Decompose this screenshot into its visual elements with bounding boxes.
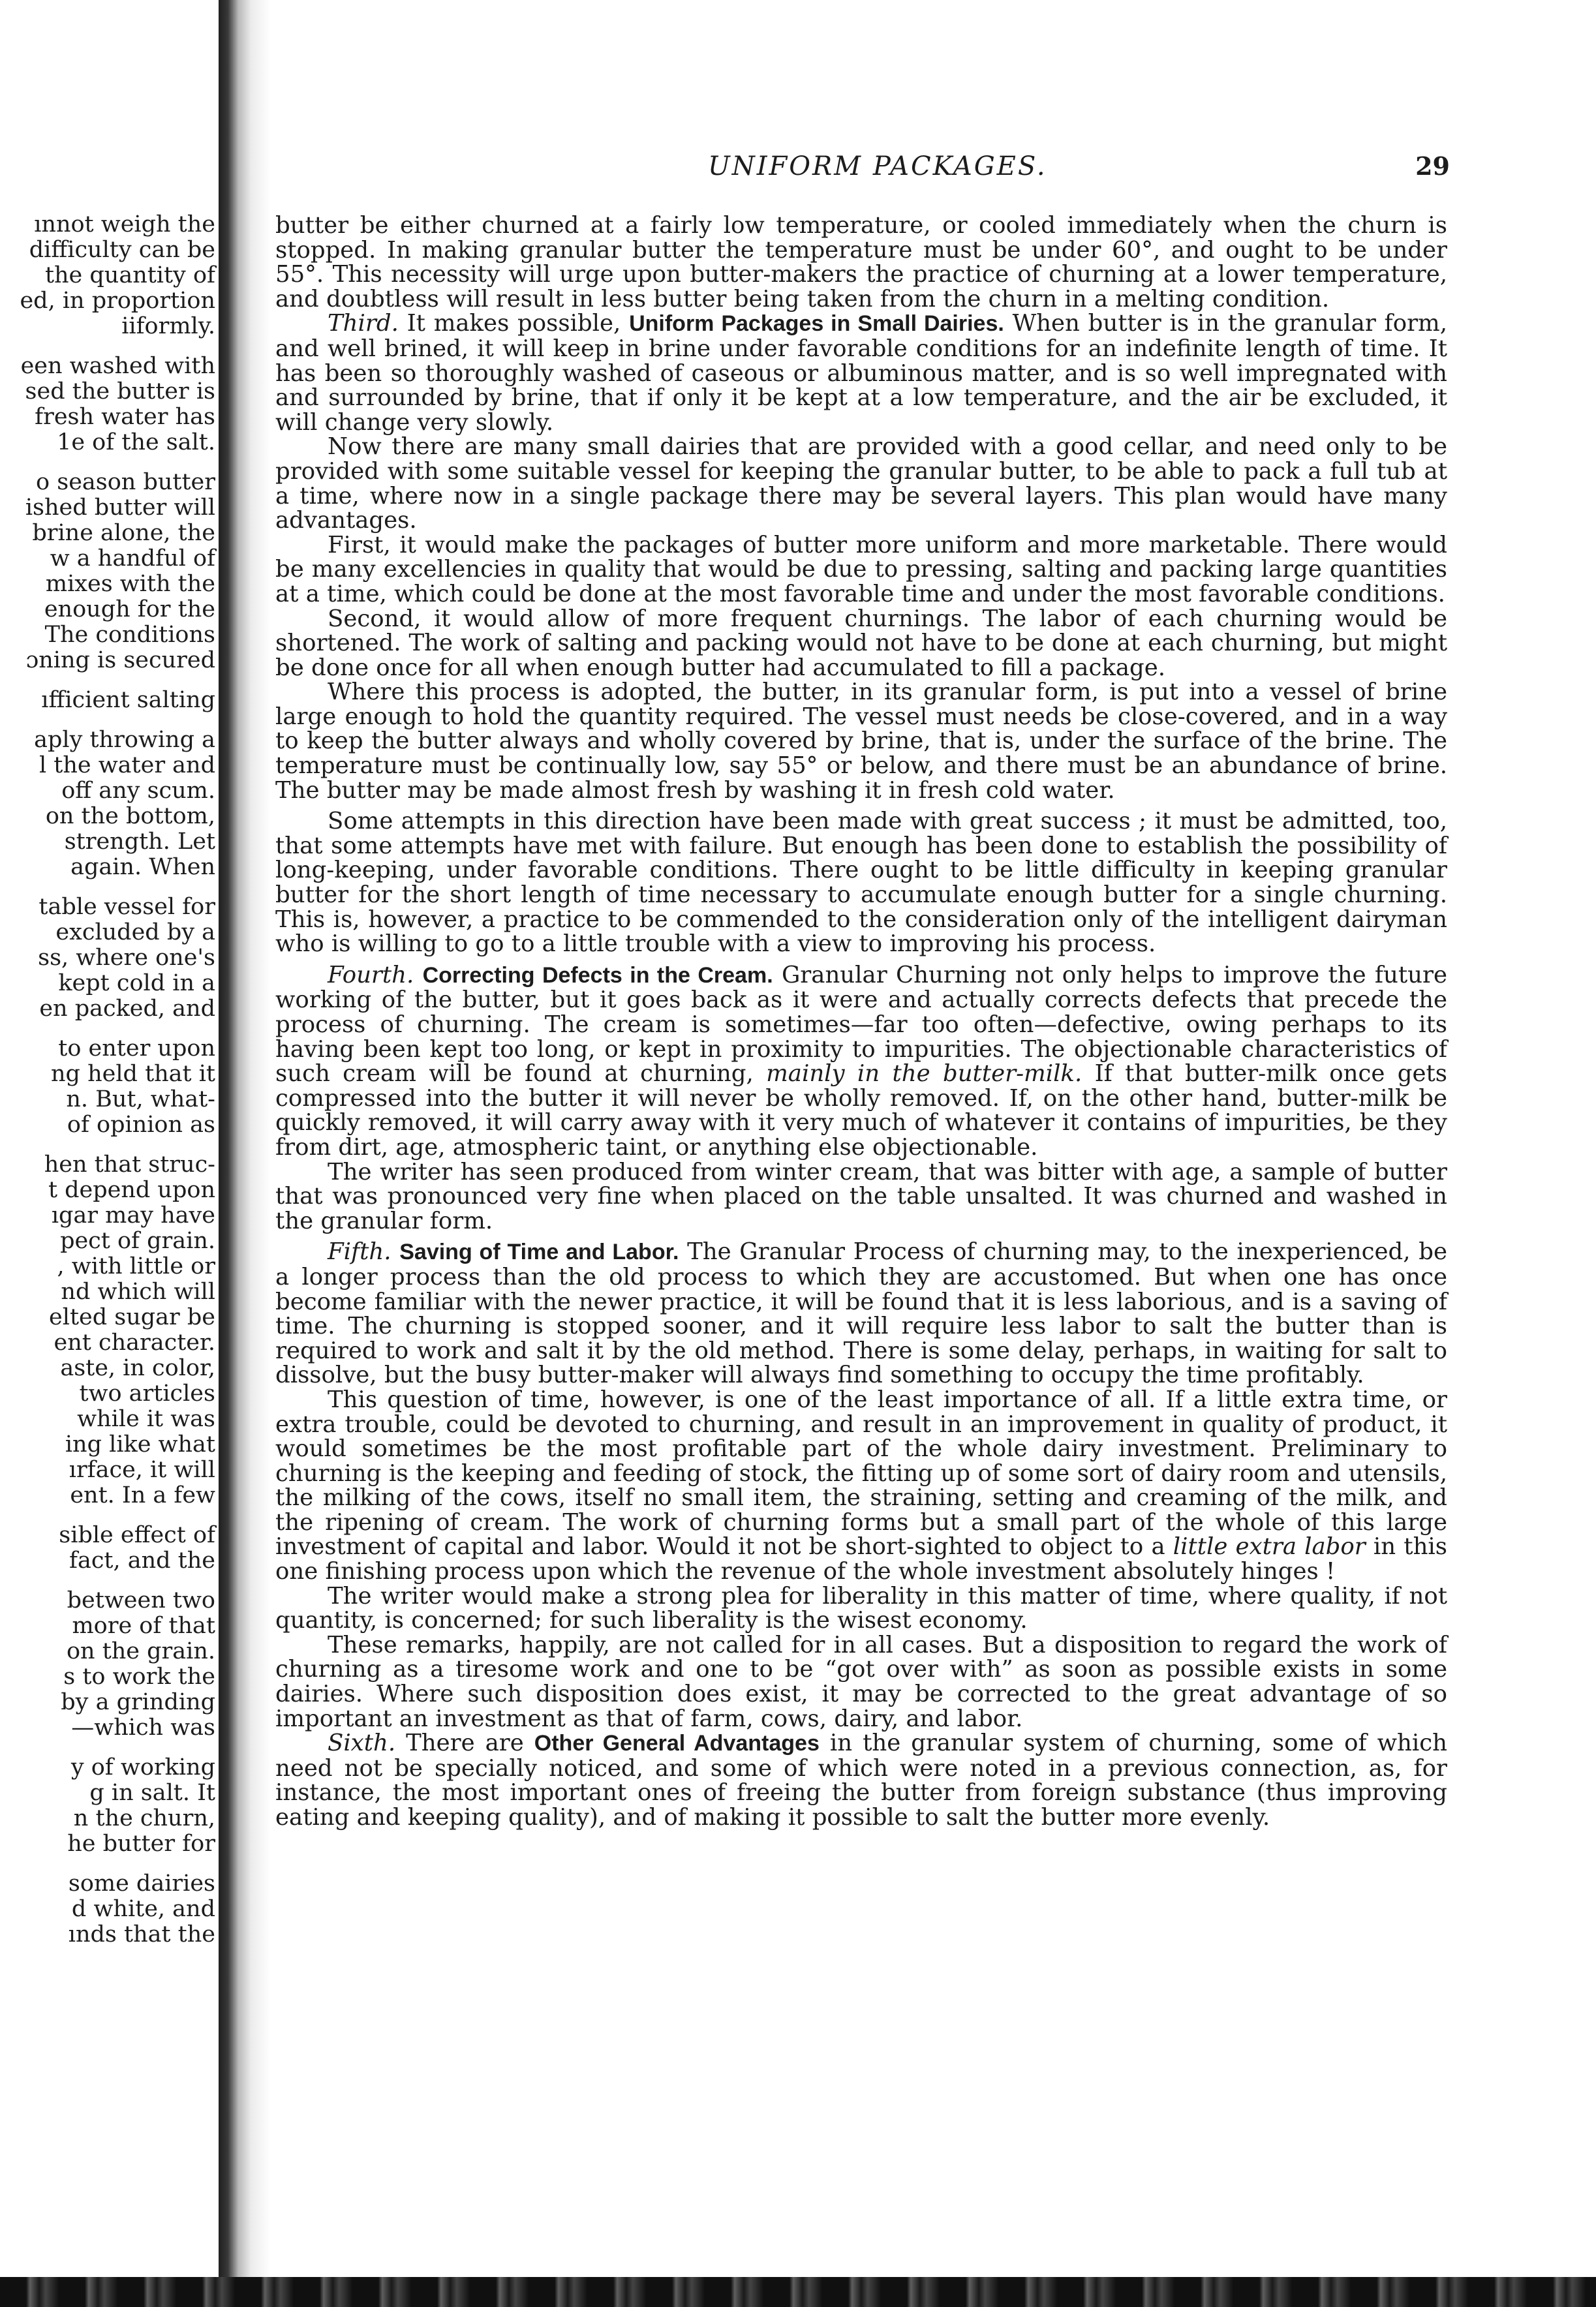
section-lead-fifth: Fifth. bbox=[328, 1238, 391, 1266]
paragraph: These remarks, happily, are not called for in all cases. But a disposition to regard the work of churning as a tiresome work and one to be “got over with” as soon as possible exists in some dairies. Where such disposition does exist, it may be corrected to the great advantage of so important an investment as that of farm, cows, dairy, and labor. bbox=[275, 1631, 1447, 1732]
facing-page-fragment-group bbox=[0, 688, 215, 713]
facing-page-line: ing like what bbox=[65, 1431, 215, 1458]
facing-page-line: ıgar may have bbox=[51, 1202, 215, 1229]
facing-page-line: ıfficient salting bbox=[41, 687, 215, 713]
facing-page-line: on the grain. bbox=[66, 1638, 215, 1664]
facing-page-line: ɔning is secured bbox=[25, 647, 215, 673]
paragraph-text: It makes possible, bbox=[407, 310, 621, 337]
facing-page-fragment-group bbox=[0, 894, 215, 1022]
facing-page-line: strength. Let bbox=[64, 829, 215, 855]
facing-page-line: to enter upon bbox=[58, 1035, 215, 1062]
facing-page-line: while it was bbox=[77, 1406, 215, 1432]
facing-page-fragment-group bbox=[0, 1871, 215, 1948]
emphasis: mainly in the butter-milk. bbox=[766, 1060, 1082, 1088]
facing-page-line: more of that bbox=[72, 1613, 215, 1639]
facing-page-line: two articles bbox=[79, 1381, 215, 1407]
facing-page-line: n. But, what- bbox=[66, 1086, 215, 1112]
facing-page-line: ent character. bbox=[54, 1330, 215, 1356]
facing-page-line: again. When bbox=[70, 854, 215, 880]
paragraph-text: If that butter-milk once gets compressed into the butter it will never be wholly removed. If, on the other hand, butter-milk be quickly removed, it will carry away with it very much of whatever it contains of impurities, be they from dirt, age, atmospheric taint, or anything else objectionable. bbox=[275, 1060, 1447, 1161]
facing-page-line: fact, and the bbox=[69, 1548, 215, 1574]
facing-page-line: elted sugar be bbox=[49, 1304, 215, 1330]
facing-page-fragment-group bbox=[0, 470, 215, 673]
paragraph: Now there are many small dairies that are provided with a good cellar, and need only to be provided with some suitable vessel for keeping the granular butter, to be able to pack a full tub at a time, where now in a single package there may be several layers. This plan would have many advantages. bbox=[275, 433, 1447, 534]
facing-page-line: ished butter will bbox=[25, 495, 215, 521]
facing-page-line: t depend upon bbox=[48, 1177, 215, 1203]
facing-page-line: difficulty can be bbox=[29, 237, 215, 263]
facing-page-line: of opinion as bbox=[67, 1112, 215, 1138]
facing-page-line: some dairies bbox=[68, 1871, 215, 1897]
facing-page-fragment-group bbox=[0, 354, 215, 455]
facing-page-line: brine alone, the bbox=[32, 520, 215, 546]
facing-page-line: nd which will bbox=[61, 1279, 215, 1305]
facing-page-line: he butter for bbox=[67, 1831, 215, 1857]
paragraph-text: in this one finishing process upon which the revenue of the whole investment absolutely hinges ! bbox=[275, 1533, 1448, 1585]
facing-page-line: excluded by a bbox=[55, 919, 215, 945]
page-header bbox=[274, 151, 1449, 185]
paragraph: Where this process is adopted, the butter, in its granular form, is put into a vessel of brine large enough to hold the quantity required. The vessel must needs be close-covered, and in a way to keep the butter always and wholly covered by brine, that is, under the surface of the brine. The temperature must be continually low, say 55° or below, and there must be an abundance of brine. The butter may be made almost fresh by washing it in fresh cold water. bbox=[275, 679, 1447, 804]
facing-page-line: pect of grain. bbox=[60, 1228, 215, 1254]
section-lead-sixth: Sixth. bbox=[328, 1730, 396, 1757]
section-heading-correcting-defects: Correcting Defects in the Cream. bbox=[422, 962, 773, 988]
facing-page-line: kept cold in a bbox=[58, 970, 215, 996]
section-lead-fourth: Fourth. bbox=[328, 961, 414, 988]
paragraph-third bbox=[275, 311, 1447, 435]
facing-page-line: on the bottom, bbox=[45, 803, 215, 829]
emphasis: little extra labor bbox=[1173, 1533, 1366, 1561]
facing-page-fragment bbox=[0, 0, 219, 2307]
body-text bbox=[275, 213, 1447, 1830]
paragraph bbox=[275, 1388, 1447, 1584]
facing-page-fragment-group bbox=[0, 212, 215, 339]
facing-page-line: mixes with the bbox=[45, 571, 215, 597]
paragraph-continued: butter be either churned at a fairly low temperature, or cooled immediately when the churn is stopped. In making granular butter the temperature must be under 60°, and ought to be under 55°. This necessity will urge upon butter-makers the practice of churning at a lower temperature, and doubtless will result in less butter being taken from the churn in a melting condition. bbox=[275, 212, 1447, 313]
facing-page-line: een washed with bbox=[20, 353, 215, 379]
facing-page-line: The conditions bbox=[44, 622, 215, 648]
section-heading-uniform-packages: Uniform Packages in Small Dairies. bbox=[629, 311, 1004, 337]
section-heading-saving-time: Saving of Time and Labor. bbox=[399, 1240, 679, 1265]
facing-page-line: iiformly. bbox=[121, 313, 215, 339]
facing-page-line: sible effect of bbox=[59, 1522, 215, 1548]
facing-page-line: hen that struc- bbox=[44, 1152, 215, 1178]
facing-page-line: l the water and bbox=[38, 752, 215, 778]
facing-page-fragment-group bbox=[0, 1588, 215, 1741]
book-gutter bbox=[219, 0, 271, 2307]
running-head: UNIFORM PACKAGES. bbox=[708, 151, 1047, 181]
paragraph-text: The Granular Process of churning may, to the inexperienced, be a longer process than the old process to which they are accustomed. But when one has once become familiar with the newer practice, it will be found that it is less laborious, and is a saving of time. The churning is stopped sooner, and it will require less labor to salt the butter than is required to work and salt it by the old method. There is some delay, perhaps, in waiting for salt to dissolve, but the busy butter-maker will always find something to occupy the time profitably. bbox=[275, 1238, 1447, 1389]
paragraph-fourth bbox=[275, 963, 1447, 1160]
facing-page-line: g in salt. It bbox=[89, 1780, 215, 1806]
facing-page-line: d white, and bbox=[71, 1896, 215, 1922]
facing-page-line: the quantity of bbox=[44, 262, 215, 288]
facing-page-line: , with little or bbox=[57, 1253, 215, 1279]
paragraph-text: This question of time, however, is one of the least importance of all. If a little extra time, or extra trouble, could be devoted to churning, and result in an improvement in quality of product, it would sometimes be the most profitable part of the whole dairy investment. Preliminary to churning is the keeping and feeding of stock, the fitting up of some sort of dairy room and utensils, the milking of the cows, itself no small item, the straining, setting and creaming of the milk, and the ripening of cream. The work of churning forms but a small part of the whole of this large investment of capital and labor. Would it not be short-sighted to object to a bbox=[275, 1386, 1447, 1561]
paragraph-text: When butter is in the granular form, and well brined, it will keep in brine under favorable conditions for an indefinite length of time. It has been so thoroughly washed of caseous or albuminous matter, and is so well impregnated with and surrounded by brine, that if only it be kept at a low temperature, and the air be excluded, it will change very slowly. bbox=[275, 310, 1447, 436]
facing-page-line: ınnot weigh the bbox=[34, 211, 215, 237]
facing-page-line: aply throwing a bbox=[34, 727, 215, 753]
facing-page-line: ed, in proportion bbox=[20, 288, 215, 314]
paragraph: Second, it would allow of more frequent churnings. The labor of each churning would be shortened. The work of salting and packing would not have to be done at each churning, but might be done once for all when enough butter had accumulated to fill a package. bbox=[275, 605, 1447, 681]
facing-page-line: o season butter bbox=[36, 469, 215, 495]
facing-page-line: —which was bbox=[71, 1715, 215, 1741]
facing-page-line: ent. In a few bbox=[70, 1482, 215, 1508]
facing-page-line: ss, where one's bbox=[38, 945, 215, 971]
facing-page-line: off any scum. bbox=[61, 778, 215, 804]
scan-edge bbox=[0, 2277, 1596, 2307]
facing-page-line: 1e of the salt. bbox=[57, 429, 215, 455]
paragraph-fifth bbox=[275, 1240, 1447, 1388]
paragraph: The writer would make a strong plea for liberality in this matter of time, where quality, if not quantity, is concerned; for such liberality is the wisest economy. bbox=[275, 1582, 1447, 1634]
facing-page-fragment-group bbox=[0, 1152, 215, 1508]
facing-page-line: table vessel for bbox=[38, 894, 215, 920]
facing-page-fragment-group bbox=[0, 727, 215, 880]
facing-page-line: enough for the bbox=[44, 596, 215, 622]
facing-page-fragment-group bbox=[0, 1523, 215, 1574]
paragraph-text: in the granular system of churning, some of which need not be specially noticed, and some of which were noted in a previous connection, as, for instance, the most important ones of freeing the butter from foreign substance (thus improving eating and keeping quality), and of making it possible to salt the butter more evenly. bbox=[275, 1730, 1447, 1831]
facing-page-line: w a handful of bbox=[50, 545, 215, 572]
facing-page-line: by a grinding bbox=[61, 1689, 215, 1715]
facing-page-line: fresh water has bbox=[35, 404, 215, 430]
paragraph: First, it would make the packages of butter more uniform and more marketable. There would be many excellencies in quality that would be due to pressing, salting and packing large quantities at a time, which could be done at the most favorable time and under the most favorable conditions. bbox=[275, 531, 1447, 607]
paragraph-text: Granular Churning not only helps to improve the future working of the butter, but it goes back as it were and actually corrects defects that precede the process of churning. The cream is sometimes—far too often—defective, owing perhaps to its having been kept too long, or kept in proximity to impurities. The objectionable characteristics of such cream will be found at churning, bbox=[275, 961, 1447, 1088]
facing-page-line: sed the butter is bbox=[25, 378, 215, 405]
facing-page-text-column bbox=[0, 212, 215, 1962]
facing-page-line: ınds that the bbox=[68, 1921, 215, 1948]
facing-page-line: between two bbox=[67, 1587, 215, 1613]
facing-page-line: en packed, and bbox=[39, 996, 215, 1022]
page-number: 29 bbox=[1415, 151, 1450, 181]
facing-page-line: y of working bbox=[70, 1754, 215, 1780]
paragraph-text: There are bbox=[406, 1730, 524, 1757]
paragraph: Some attempts in this direction have been made with great success ; it must be admitted, too, that some attempts have met with failure. But enough has been done to establish the possibility of long-keeping, under favorable conditions. There ought to be little difficulty in keeping granular butter for the short length of time necessary to accumulate enough butter for a single churning. This is, however, a practice to be commended to the consideration only of the intelligent dairyman who is willing to go to a little trouble with a view to improving his process. bbox=[275, 808, 1447, 958]
facing-page-line: ırface, it will bbox=[69, 1457, 215, 1483]
facing-page-fragment-group bbox=[0, 1036, 215, 1138]
section-heading-general-advantages: Other General Advantages bbox=[534, 1731, 820, 1756]
facing-page-line: n the churn, bbox=[73, 1805, 215, 1831]
facing-page-line: aste, in color, bbox=[60, 1355, 215, 1381]
section-lead-third: Third. bbox=[328, 310, 399, 337]
facing-page-line: s to work the bbox=[63, 1664, 215, 1690]
facing-page-fragment-group bbox=[0, 1755, 215, 1857]
facing-page-line: ng held that it bbox=[51, 1061, 215, 1087]
paragraph: The writer has seen produced from winter cream, that was bitter with age, a sample of butter that was pronounced very fine when placed on the table unsalted. It was churned and washed in the granular form. bbox=[275, 1158, 1447, 1234]
paragraph-sixth bbox=[275, 1731, 1447, 1829]
